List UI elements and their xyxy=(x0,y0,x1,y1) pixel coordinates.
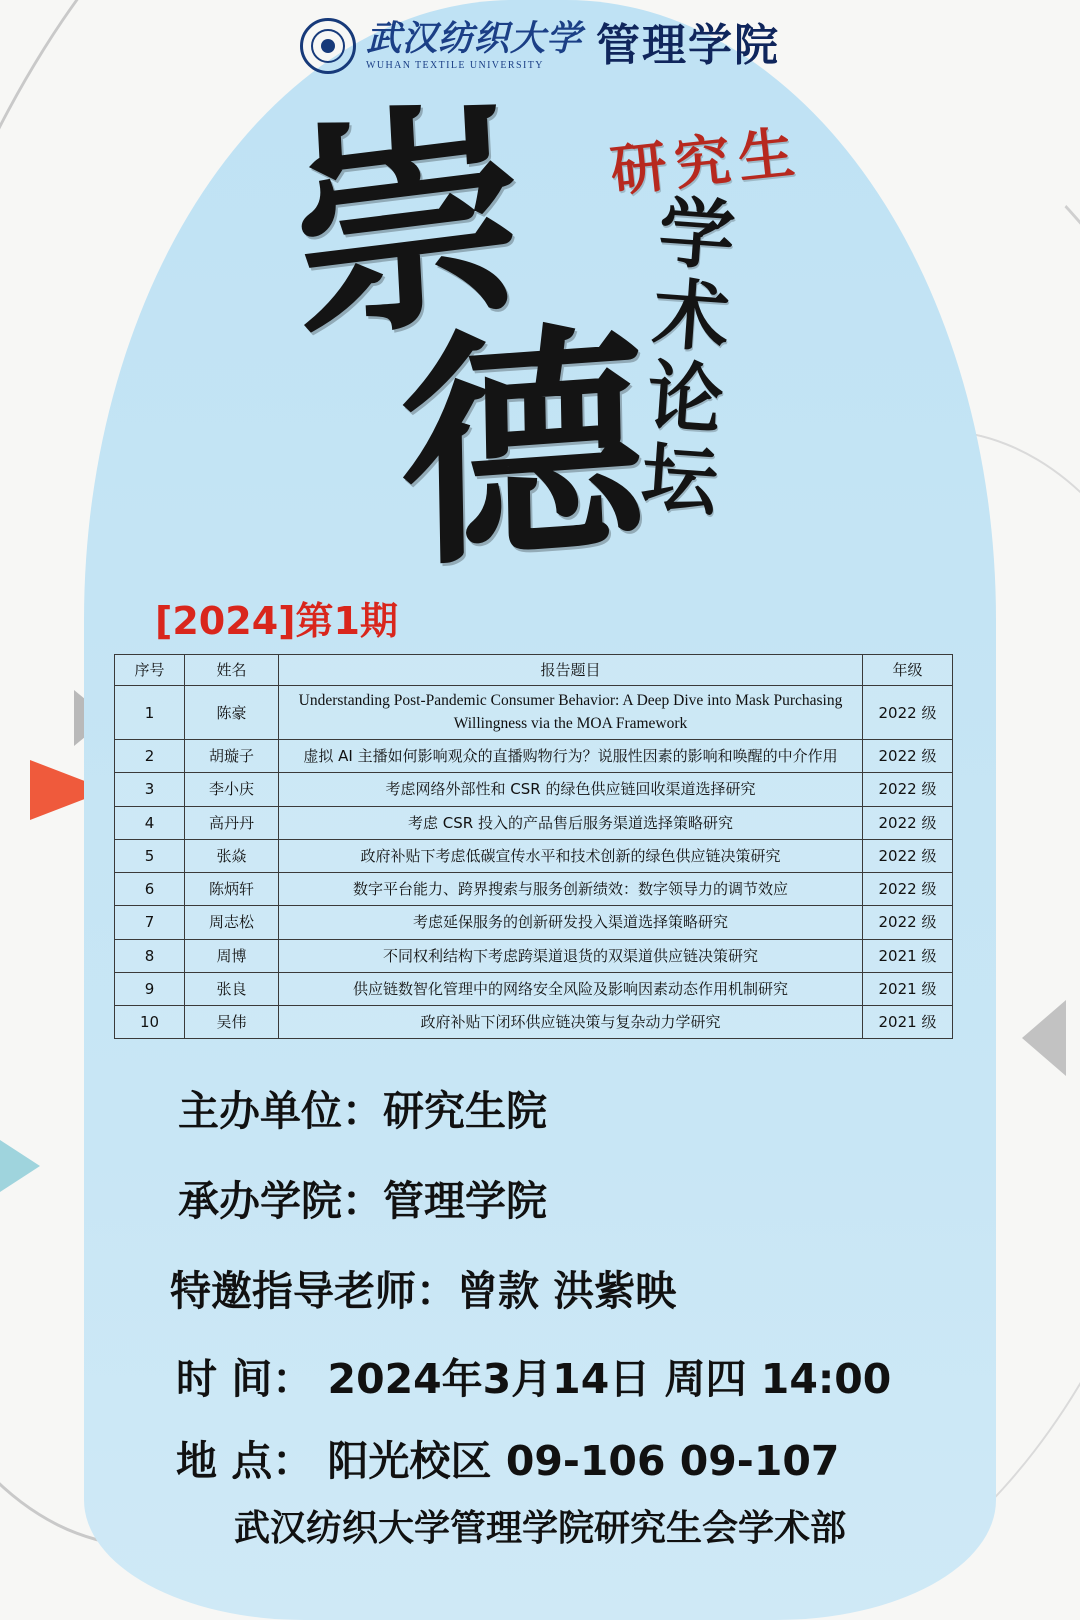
column-header-no: 序号 xyxy=(115,655,185,686)
cell-title: 虚拟 AI 主播如何影响观众的直播购物行为？说服性因素的影响和唤醒的中介作用 xyxy=(279,740,863,773)
info-place: 地 点： 阳光校区 09-106 09-107 xyxy=(176,1437,840,1485)
cell-name: 胡璇子 xyxy=(185,740,279,773)
cell-grade: 2021 级 xyxy=(863,972,953,1005)
cell-title: 不同权利结构下考虑跨渠道退货的双渠道供应链决策研究 xyxy=(279,939,863,972)
cell-name: 周博 xyxy=(185,939,279,972)
cell-title: 供应链数智化管理中的网络安全风险及影响因素动态作用机制研究 xyxy=(279,972,863,1005)
cell-name: 周志松 xyxy=(185,906,279,939)
cell-grade: 2022 级 xyxy=(863,740,953,773)
table-row xyxy=(115,873,953,906)
calligraphy-forum-label: 学术论坛 xyxy=(638,187,740,528)
triangle-teal-left-icon xyxy=(0,1140,40,1192)
cell-no: 5 xyxy=(115,839,185,872)
cell-grade: 2022 级 xyxy=(863,773,953,806)
table-body xyxy=(115,686,953,1039)
info-host: 主办单位：研究生院 xyxy=(178,1087,547,1135)
table-row xyxy=(115,972,953,1005)
cell-name: 李小庆 xyxy=(185,773,279,806)
school-name: 管理学院 xyxy=(596,20,780,71)
cell-title: Understanding Post-Pandemic Consumer Behavior: A Deep Dive into Mask Purchasing Willingness via the MOA Framework xyxy=(279,686,863,740)
university-name-en: WUHAN TEXTILE UNIVERSITY xyxy=(365,59,544,71)
issue-number: 第1期 xyxy=(295,599,398,643)
column-header-name: 姓名 xyxy=(185,655,279,686)
cell-no: 9 xyxy=(115,972,185,1005)
table-row xyxy=(115,806,953,839)
cell-grade: 2021 级 xyxy=(863,1006,953,1039)
table-row xyxy=(115,686,953,740)
calligraphy-char-de: 德 xyxy=(397,295,648,601)
cell-title: 数字平台能力、跨界搜索与服务创新绩效：数字领导力的调节效应 xyxy=(279,873,863,906)
cell-no: 4 xyxy=(115,806,185,839)
cell-no: 7 xyxy=(115,906,185,939)
cell-name: 张焱 xyxy=(185,839,279,872)
cell-grade: 2022 级 xyxy=(863,806,953,839)
table-row xyxy=(115,939,953,972)
cell-name: 高丹丹 xyxy=(185,806,279,839)
calligraphy-char-chong: 崇 xyxy=(283,70,532,376)
program-table xyxy=(114,654,953,1039)
university-wordmark xyxy=(365,18,582,71)
cell-name: 吴伟 xyxy=(185,1006,279,1039)
university-seal-icon xyxy=(300,18,356,74)
cell-title: 考虑网络外部性和 CSR 的绿色供应链回收渠道选择研究 xyxy=(279,773,863,806)
cell-name: 陈豪 xyxy=(185,686,279,740)
table-row xyxy=(115,773,953,806)
table-row xyxy=(115,839,953,872)
cell-title: 考虑 CSR 投入的产品售后服务渠道选择策略研究 xyxy=(279,806,863,839)
cell-no: 8 xyxy=(115,939,185,972)
issue-year: [2024] xyxy=(155,599,296,643)
cell-title: 考虑延保服务的创新研发投入渠道选择策略研究 xyxy=(279,906,863,939)
cell-title: 政府补贴下闭环供应链决策与复杂动力学研究 xyxy=(279,1006,863,1039)
table-header-row xyxy=(115,655,953,686)
column-header-title: 报告题目 xyxy=(279,655,863,686)
calligraphy-graduate-label: 研究生 xyxy=(607,119,806,205)
cell-no: 10 xyxy=(115,1006,185,1039)
university-name-cn: 武汉纺织大学 xyxy=(365,18,582,60)
table-row xyxy=(115,906,953,939)
info-time: 时 间： 2024年3月14日 周四 14:00 xyxy=(176,1355,892,1403)
calligraphy-title xyxy=(0,70,1080,601)
cell-title: 政府补贴下考虑低碳宣传水平和技术创新的绿色供应链决策研究 xyxy=(279,839,863,872)
header-logo xyxy=(0,18,1080,74)
cell-no: 2 xyxy=(115,740,185,773)
cell-grade: 2022 级 xyxy=(863,686,953,740)
cell-no: 3 xyxy=(115,773,185,806)
cell-no: 1 xyxy=(115,686,185,740)
footer-organization: 武汉纺织大学管理学院研究生会学术部 xyxy=(233,1508,846,1549)
table-row xyxy=(115,1006,953,1039)
cell-no: 6 xyxy=(115,873,185,906)
cell-name: 陈炳轩 xyxy=(185,873,279,906)
cell-grade: 2022 级 xyxy=(863,873,953,906)
info-organizer: 承办学院：管理学院 xyxy=(178,1177,547,1225)
cell-grade: 2022 级 xyxy=(863,839,953,872)
cell-name: 张良 xyxy=(185,972,279,1005)
cell-grade: 2022 级 xyxy=(863,906,953,939)
table-row xyxy=(115,740,953,773)
cell-grade: 2021 级 xyxy=(863,939,953,972)
info-teacher: 特邀指导老师：曾款 洪紫映 xyxy=(170,1267,677,1315)
issue-line xyxy=(155,590,398,645)
triangle-gray-right-icon xyxy=(1022,1000,1066,1076)
column-header-grade: 年级 xyxy=(863,655,953,686)
